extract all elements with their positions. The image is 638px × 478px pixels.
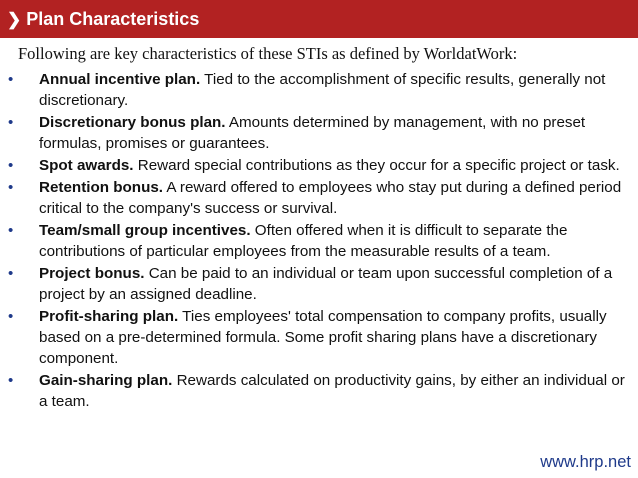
- item-description: Reward special contributions as they occur for a specific project or task.: [133, 156, 620, 174]
- list-item: [0, 371, 638, 413]
- item-description: Often offered when it is difficult to separate the contributions of particular employees from the measurable results of a team.: [39, 222, 568, 260]
- item-term: Annual incentive plan.: [39, 71, 201, 88]
- bullet-icon: •: [8, 179, 14, 197]
- item-term: Gain-sharing plan.: [39, 371, 173, 389]
- list-item: [0, 156, 638, 177]
- item-term: Retention bonus.: [39, 179, 164, 197]
- chevron-right-icon: ❯: [7, 9, 22, 29]
- characteristics-list: [0, 70, 638, 414]
- item-description: Amounts determined by management, with no preset formulas, promises or guarantees.: [39, 113, 586, 152]
- item-term: Project bonus.: [39, 265, 145, 283]
- item-description: Can be paid to an individual or team upon successful completion of a project by an assigned deadline.: [39, 265, 613, 303]
- intro-text: Following are key characteristics of these STIs as defined by WorldatWork:: [18, 44, 518, 63]
- list-item: [0, 113, 638, 155]
- bullet-icon: •: [8, 371, 14, 389]
- item-description: Rewards calculated on productivity gains, by either an individual or a team.: [39, 371, 625, 410]
- item-description: Ties employees' total compensation to company profits, usually based on a pre-determined formula. Some profit sharing plans have a discretionary component.: [39, 308, 607, 367]
- item-term: Spot awards.: [39, 156, 134, 174]
- item-description: Tied to the accomplishment of specific results, generally not discretionary.: [39, 71, 606, 109]
- bullet-icon: •: [8, 222, 14, 240]
- slide-header: [0, 0, 638, 38]
- item-description: A reward offered to employees who stay put during a defined period critical to the company's success or survival.: [39, 179, 622, 217]
- item-term: Discretionary bonus plan.: [39, 113, 226, 131]
- bullet-icon: •: [8, 156, 14, 174]
- bullet-icon: •: [8, 265, 14, 283]
- list-item: [0, 264, 638, 306]
- list-item: [0, 70, 638, 112]
- bullet-icon: •: [8, 113, 14, 131]
- list-item: [0, 221, 638, 263]
- item-term: Team/small group incentives.: [39, 222, 251, 240]
- bullet-icon: •: [8, 71, 14, 88]
- list-item: [0, 178, 638, 220]
- slide-title: Plan Characteristics: [26, 8, 200, 29]
- bullet-icon: •: [8, 308, 14, 326]
- footer-url: www.hrp.net: [540, 453, 631, 471]
- list-item: [0, 307, 638, 369]
- item-term: Profit-sharing plan.: [39, 308, 179, 326]
